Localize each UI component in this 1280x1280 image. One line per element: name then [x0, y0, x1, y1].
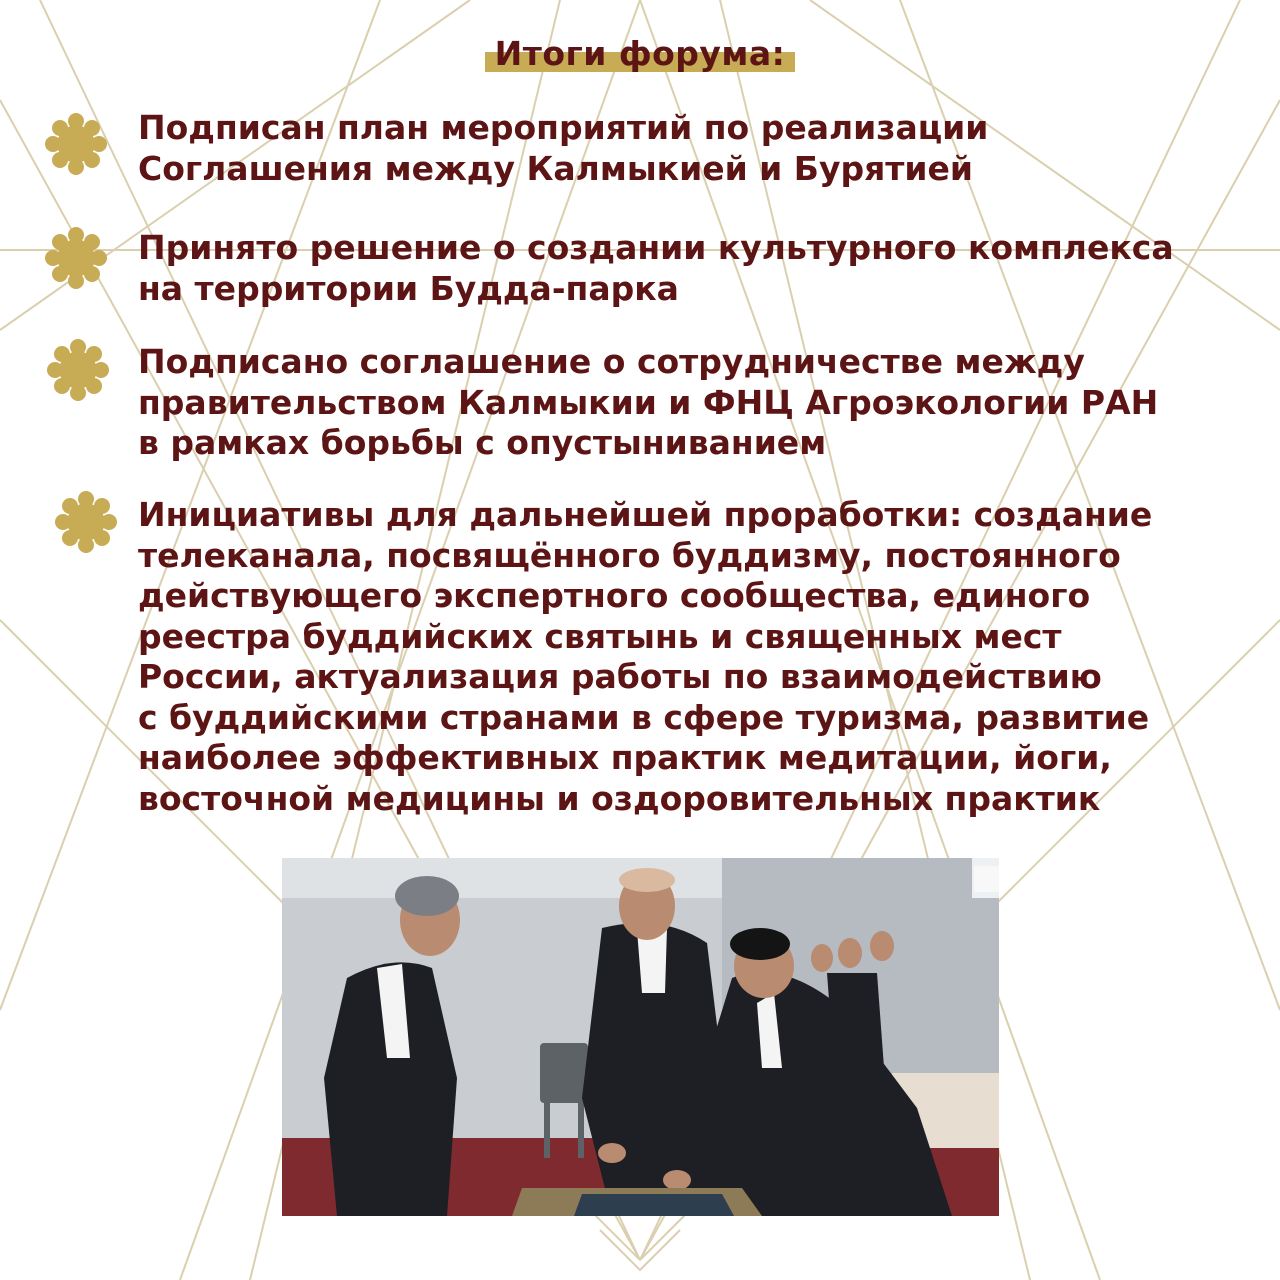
gold-flower-star-icon [44, 112, 108, 176]
list-item-text: Принято решение о создании культурного комплекса на территории Будда-парка [138, 228, 1174, 308]
forum-photo [282, 858, 999, 1216]
gold-flower-star-icon [44, 226, 108, 290]
list-item-text: Подписан план мероприятий по реализации Соглашения между Калмыкией и Бурятией [138, 108, 989, 188]
page-title: Итоги форума: [487, 34, 794, 73]
gold-flower-star-icon [46, 338, 110, 402]
gold-flower-star-icon [54, 490, 118, 554]
list-item-text: Подписано соглашение о сотрудничестве между правительством Калмыкии и ФНЦ Агроэкологии РАН в рамках борьбы с опустыниванием [138, 342, 1159, 462]
list-item-text: Инициативы для дальнейшей проработки: создание телеканала, посвящённого буддизму, постоянного действующего экспертного сообщества, единого реестра буддийских святынь и священных мест России, актуализация работы по взаимодействию с буддийскими странами в сфере туризма, развитие наиболее эффективных практик медитации, йоги, восточной медицины и оздоровительных практик [138, 495, 1153, 818]
